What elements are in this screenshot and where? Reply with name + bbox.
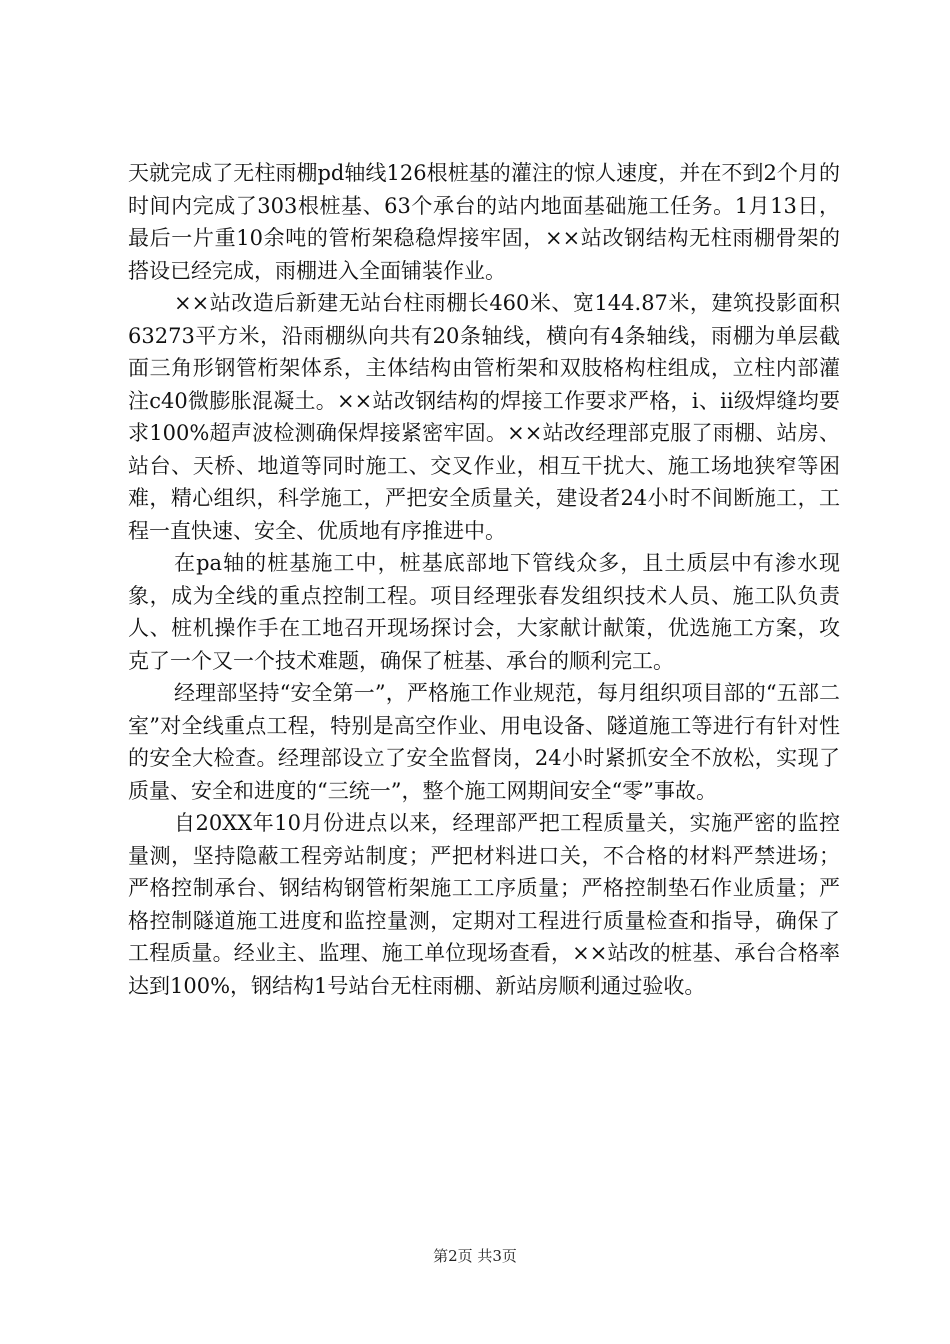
page-number-label: 第2页 共3页 <box>433 1247 517 1265</box>
paragraph-1: 天就完成了无柱雨棚pd轴线126根桩基的灌注的惊人速度，并在不到2个月的时间内完成了303根桩基、63个承台的站内地面基础施工任务。1月13日，最后一片重10余吨的管桁架稳稳焊接牢固，××站改钢结构无柱雨棚骨架的搭设已经完成，雨棚进入全面铺装作业。 <box>128 161 840 283</box>
page-footer <box>0 1246 950 1266</box>
paragraph-5: 自20XX年10月份进点以来，经理部严把工程质量关，实施严密的监控量测，坚持隐蔽工程旁站制度；严把材料进口关，不合格的材料严禁进场；严格控制承台、钢结构钢管桁架施工工序质量；严格控制垫石作业质量；严格控制隧道施工进度和监控量测，定期对工程进行质量检查和指导，确保了工程质量。经业主、监理、施工单位现场查看，××站改的桩基、承台合格率达到100%，钢结构1号站台无柱雨棚、新站房顺利通过验收。 <box>128 811 840 998</box>
paragraph-4: 经理部坚持“安全第一”，严格施工作业规范，每月组织项目部的“五部二室”对全线重点工程，特别是高空作业、用电设备、隧道施工等进行有针对性的安全大检查。经理部设立了安全监督岗，24小时紧抓安全不放松，实现了质量、安全和进度的“三统一”，整个施工网期间安全“零”事故。 <box>128 681 840 803</box>
paragraph-3: 在pa轴的桩基施工中，桩基底部地下管线众多，且土质层中有渗水现象，成为全线的重点控制工程。项目经理张春发组织技术人员、施工队负责人、桩机操作手在工地召开现场探讨会，大家献计献策，优选施工方案，攻克了一个又一个技术难题，确保了桩基、承台的顺利完工。 <box>128 551 840 673</box>
document-body <box>128 157 840 1002</box>
paragraph-2: ××站改造后新建无站台柱雨棚长460米、宽144.87米，建筑投影面积63273平方米，沿雨棚纵向共有20条轴线，横向有4条轴线，雨棚为单层截面三角形钢管桁架体系，主体结构由管桁架和双肢格构柱组成，立柱内部灌注c40微膨胀混凝土。××站改钢结构的焊接工作要求严格，ⅰ、ⅱ级焊缝均要求100%超声波检测确保焊接紧密牢固。××站改经理部克服了雨棚、站房、站台、天桥、地道等同时施工、交叉作业，相互干扰大、施工场地狭窄等困难，精心组织，科学施工，严把安全质量关，建设者24小时不间断施工，工程一直快速、安全、优质地有序推进中。 <box>128 291 840 543</box>
